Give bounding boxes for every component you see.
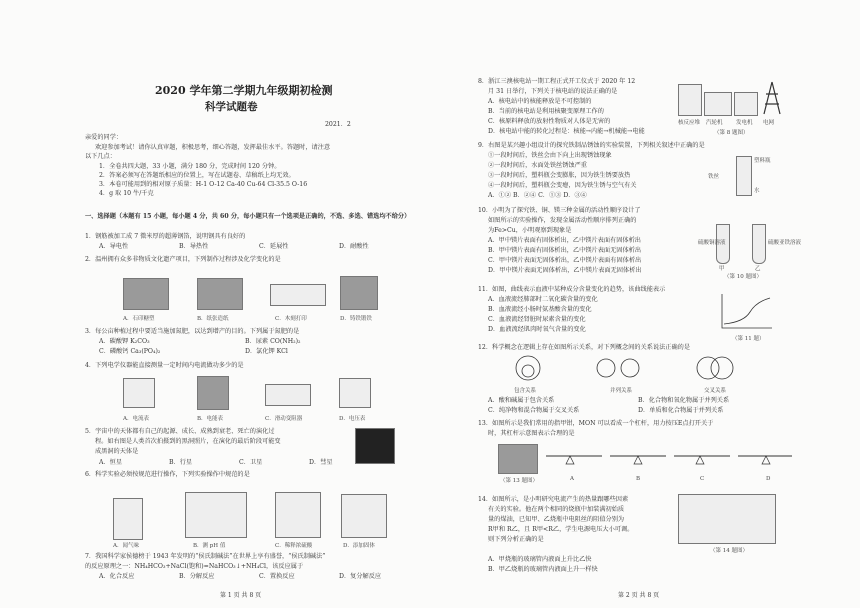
question-3: 3．每公亩种植过程中要适当施加氮肥，以达到增产的目的。下列属于氮肥的是 [85,328,300,335]
question-14-cont: 有关的实验。他在两个相同的烧瓶中加装满初始质 [488,506,625,513]
figure-label: 硫酸亚铁溶液 [768,240,802,246]
figure-caption: C．稀释浓硫酸 [275,543,313,549]
question-10-cont: 如图所示的实验操作，发现金属活动性顺序排列正确的 [488,217,637,224]
figure-voltmeter [339,378,371,408]
exam-title: 2020 学年第二学期九年级期初检测 [155,84,333,97]
option: C．磷酸钙 Ca₃(PO₄)₂ [99,348,161,355]
question-9: 9．右图是某兴趣小组设计的探究铁制品锈蚀的实验装置，下列相关叙述中正确的是 [478,142,705,149]
option: D．血液流经肌肉时氧气含量的变化 [488,326,586,333]
figure-caption: D．电压表 [339,416,366,422]
figure-black-hole [355,428,395,464]
question-14: 14．如图所示，是小明研究电流产生的热量跟哪些因素 [478,496,629,503]
figure-caption: （第 8 题图） [714,130,749,136]
question-5: 5．宇宙中的天体都有自己的起源、成长、成熟到衰老、死亡的演化过 [85,428,275,435]
question-11: 11．如图，曲线表示血液中某种成分含量变化的趋势，该曲线能表示 [478,286,666,293]
figure-ph-test [185,492,247,538]
option: C．置换反应 [259,573,295,580]
question-4: 4．下列电学仪器能直接测量一定时间内电流做功多少的是 [85,362,244,369]
figure-smelling [113,498,143,540]
figure-caption: B．电能表 [197,416,224,422]
option: D．彗星 [309,459,333,466]
option: A．①② B．②④ C．①③ D．③④ [488,192,587,199]
option: B．尿素 CO(NH₂)₂ [245,338,301,345]
figure-label: 汽轮机 [706,120,723,126]
option: D．单质和化合物属于并列关系 [638,407,724,414]
figure-caption: A．闻气味 [113,543,139,549]
section-heading: 一、选择题（本题有 15 小题，每小题 4 分，共 60 分，每小题只有一个选项是正确的，不选、多选、错选均不给分） [85,213,411,220]
figure-nail-clipper [498,444,538,474]
figure-paper-making [197,278,243,310]
question-13: 13．如图所示是我们常用的指甲钳，MON 可以看成一个杠杆，用力按压E点打开关于 [478,420,714,427]
option: ①一段时间后，铁丝会由下向上出现锈蚀现象 [488,152,612,159]
question-2: 2．温州拥有众多非物质文化遗产项目，下列制作过程涉及化学变化的是 [85,256,281,263]
figure-heating-flasks [678,494,776,544]
question-8-cont: 月 31 日举行，下列关于核电站的说法正确的是 [488,88,618,95]
option: D．甲中镁片表面无固体析出，乙中镁片表面无固体析出 [488,267,642,274]
option: B．甲中镁片表面有固体析出，乙中镁片表面无固体析出 [488,247,642,254]
option: D．复分解反应 [339,573,382,580]
option-label: A [570,476,574,482]
figure-woodcut [270,284,326,306]
option: A．核电站中的核能释放是不可控制的 [488,98,592,105]
note-item: 1．全卷共四大题，33 小题，满分 180 分，完成时间 120 分钟。 [99,163,281,170]
figure-caption: D．铸铁锻铁 [340,316,372,322]
figure-stone-carving [123,278,169,310]
figure-caption: C．木刻打印 [275,316,307,322]
note-item: 2．答案必须写在答题纸相应的位置上，写在试题卷、草稿纸上均无效。 [99,172,295,179]
figure-curve-graph [718,292,774,332]
figure-caption: B．测 pH 值 [193,543,226,549]
option: A．化合反应 [99,573,135,580]
option: B．分解反应 [179,573,215,580]
figure-caption: B．纸张造纸 [197,316,229,322]
option: C．纯净物和混合物属于交叉关系 [488,407,580,414]
figure-turbine [704,92,732,116]
figure-caption: 交叉关系 [704,388,727,394]
option: D．氯化钾 KCl [245,348,288,355]
figure-caption: C．滑动变阻器 [265,416,303,422]
figure-rheostat [265,384,311,406]
option: B．导热性 [179,243,209,250]
figure-add-solid [341,494,387,538]
option-label: D [766,476,771,482]
question-12: 12．科学概念在逻辑上存在如图所示关系，对下列概念间的关系说法正确的是 [478,344,691,351]
option: C．甲中镁片表面无固体析出，乙中镁片表面有固体析出 [488,257,642,264]
figure-label: 发电机 [736,120,753,126]
figure-caption: （第 13 题图） [500,478,538,484]
option: A．恒星 [99,459,123,466]
figure-caption: （第 11 题） [732,336,765,342]
figure-caption: （第 10 题图） [724,274,762,280]
question-5-cont: 程。如右图是人类首次拍摄到的黑洞照片，在演化的最后阶段可能变 [95,438,281,445]
question-1: 1．钢筋被加工成 7 微米厚的超薄钢箔，说明钢具有良好的 [85,233,246,240]
figure-label: 乙 [755,266,761,272]
option: D．核电站中能的转化过程是：核能→内能→机械能→电能 [488,128,645,135]
figure-caption: D．添加固体 [343,543,375,549]
figure-test-tube-b [752,224,766,264]
figure-label: 铁丝 [708,174,720,180]
intro-line-2: 以下几点： [85,153,116,160]
figure-label: 电网 [763,120,775,126]
figure-label: 塑料瓶 [754,158,771,164]
question-6: 6．科学实验必须按规范进行操作，下列实验操作中规范的是 [85,471,250,478]
power-tower-icon [760,80,784,116]
figure-iron [340,276,378,310]
intro-line-1: 欢迎参加考试！请你认真审题，积极思考，细心答题，发挥最佳水平。答题时，请注意 [95,144,331,151]
option: C．卫星 [239,459,263,466]
figure-caption: A．石印糖塑 [123,316,155,322]
greeting: 亲爱的同学： [85,134,123,141]
option: B．化合物和氧化物属于并列关系 [638,397,730,404]
figure-label: 甲 [719,266,725,272]
note-item: 3．本卷可能用到的相对原子质量：H-1 O-12 Ca-40 Cu-64 Cl-35.5 O-16 [99,181,308,188]
option: A．甲烧瓶的玻璃管内液面上升比乙快 [488,556,592,563]
option: B．行星 [169,459,193,466]
option-label: C [700,476,705,482]
option: A．酸和碱属于包含关系 [488,397,555,404]
option: C．血液流经肾脏时尿素含量的变化 [488,316,586,323]
option: A．碳酸钾 K₂CO₃ [99,338,150,345]
figure-caption: 并列关系 [610,388,633,394]
figure-label: 硫酸铜溶液 [698,240,726,246]
page-footer: 第 2 页 共 8 页 [618,592,660,599]
option: B．当前的核电站是利用核聚变原理工作的 [488,108,604,115]
question-14-cont: R甲和 R乙，且 R甲<R乙，学生电源电压大小可调。 [488,526,634,533]
option: C．延展性 [259,243,289,250]
question-14-cont: 量的煤油，已知甲、乙烧瓶中电阻丝的阻值分别为 [488,516,625,523]
left-page [85,0,425,608]
question-10: 10．小明为了探究铁、铜、镁三种金属的活动性顺序设计了 [478,207,641,214]
option: ③一段时间后，塑料瓶会变膨胀，因为铁生锈要放热 [488,172,631,179]
option: B．血液流经小肠时氨基酸含量的变化 [488,306,592,313]
figure-electricity-meter [197,376,229,410]
exam-date: 2021．2 [325,121,351,128]
figure-reactor [678,84,702,116]
option-label: B [636,476,641,482]
page-footer: 第 1 页 共 8 页 [220,592,262,599]
option: ②一段时间后，水面处铁丝锈蚀严重 [488,162,587,169]
right-page [478,0,808,608]
figure-label: 核反应堆 [678,120,701,126]
question-5-cont: 成黑洞的天体是 [95,448,139,455]
figure-venn-diagrams [508,354,768,384]
option: D．耐酸性 [339,243,369,250]
figure-caption: （第 14 题图） [710,548,748,554]
figure-caption: A．电流表 [123,416,149,422]
note-item: 4．g 取 10 牛/千克 [99,190,154,197]
exam-subtitle: 科学试题卷 [205,101,258,113]
figure-ammeter [123,378,155,408]
question-7-cont: 的反应原理之一：NH₄HCO₃+NaCl(饱和)=NaHCO₃↓+NH₄Cl，该反应属于 [85,563,304,570]
option: A．血液流经肺部时二氧化碳含量的变化 [488,296,598,303]
question-14-cont: 则下列分析正确的是 [488,536,544,543]
figure-lever-options [544,448,794,470]
question-10-cont: 为Fe>Cu，小明观察到现象是 [488,227,572,234]
figure-dilution [275,492,321,538]
option: B．甲乙烧瓶的玻璃管内液面上升一样快 [488,566,598,573]
figure-generator [734,92,758,116]
question-8: 8．浙江三澳核电站一期工程正式开工仪式于 2020 年 12 [478,78,636,85]
question-13-cont: 时，其杠杆示意图表示合理的是 [488,430,575,437]
question-7: 7．我国科学家侯德榜于 1943 年发明的“侯氏制碱法”在世界上享有盛誉，“侯氏制碱法” [85,553,326,560]
figure-plastic-bottle [736,156,752,196]
figure-label: 水 [754,188,760,194]
option: ④一段时间后，塑料瓶会变瘪，因为铁生锈与空气有关 [488,182,637,189]
option: A．导电性 [99,243,129,250]
option: C．核原料释放的放射性物质对人体是无害的 [488,118,611,125]
figure-caption: 包含关系 [514,388,537,394]
option: A．甲中镁片表面有固体析出，乙中镁片表面有固体析出 [488,237,641,244]
